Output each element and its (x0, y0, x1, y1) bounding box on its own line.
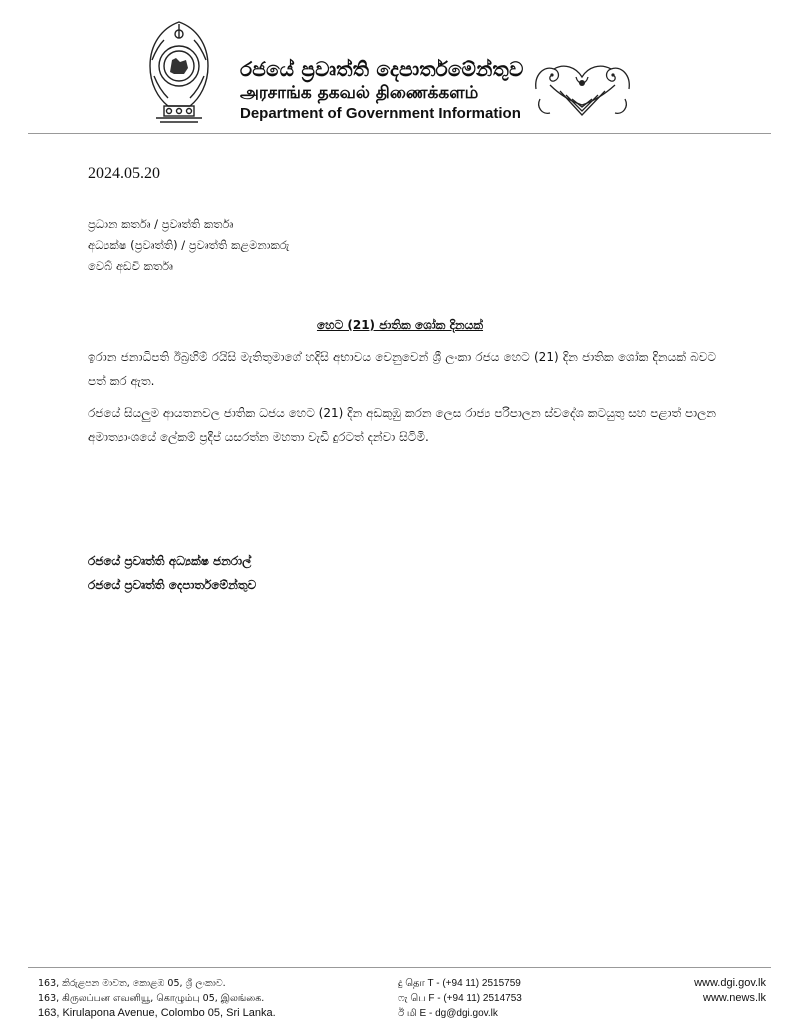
body-paragraph-2: රජයේ සියලුම ආයතනවල ජාතික ධජය හෙට (21) දින අඩකුඹු කරන ලෙස රාජ්‍ය පරිපාලන ස්වදේශ කටයුතු සහ පළාත් පාලන අමාත්‍යාංශයේ ලේකම් ප්‍රදීප් යසරත්න මහතා වැඩි දුරටත් දන්වා සිටිමි. (88, 406, 716, 444)
email-address: dg@dgi.gov.lk (435, 1008, 498, 1019)
footer-websites (640, 976, 766, 1006)
address-tamil: 163, கிருலப்பன எவனியூ, கொழும்பு 05, இலங்கை. (38, 993, 265, 1004)
body-paragraph-1: ඉරාන ජනාධිපති ඊබ්‍රහිම් රයිසි මැතිතුමාගේ හදිසි අභාවය වෙනුවෙන් ශ්‍රී ලංකා රජය හෙට (21) දින ජාතික ශෝක දිනයක් බවට පත් කර ඇත. (88, 350, 716, 388)
fax-number: (+94 11) 2514753 (443, 993, 522, 1004)
phone-number: (+94 11) 2515759 (442, 978, 521, 989)
fax-label: ෆැ பெ F - (398, 993, 441, 1004)
phone-label: දු தொ T - (398, 978, 440, 989)
footer-contact (398, 976, 522, 1021)
address-sinhala: 163, කිරුළපන මාවත, කොළඹ 05, ශ්‍රී ලංකාව. (38, 978, 226, 989)
recipient-line: වෙබ් අඩවි කර්තෘ (88, 259, 173, 273)
email-label: ඊ மி E - (398, 1008, 433, 1019)
website-link[interactable]: www.dgi.gov.lk (694, 977, 766, 989)
signature-block (88, 549, 256, 597)
document-date: 2024.05.20 (88, 165, 160, 182)
signature-title: රජයේ ප්‍රවෘත්ති අධ්‍යක්ෂ ජනරාල් (88, 554, 252, 568)
fax-row (398, 991, 522, 1006)
subject-heading (0, 318, 800, 333)
footer-divider (28, 967, 771, 968)
recipient-line: අධ්‍යක්ෂ (ප්‍රවෘත්ති) / ප්‍රවෘත්ති කළමනාකරු (88, 238, 290, 252)
email-row (398, 1006, 522, 1021)
department-name-sinhala: රජයේ ප්‍රවෘත්ති දෙපාර්තමේන්තුව (240, 57, 524, 81)
sri-lanka-national-emblem-icon (142, 20, 216, 124)
phone-row (398, 976, 522, 991)
address-english: 163, Kirulapona Avenue, Colombo 05, Sri Lanka. (38, 1007, 276, 1019)
recipient-line: ප්‍රධාන කර්තෘ / ප්‍රවෘත්ති කර්තෘ (88, 217, 234, 231)
footer-address (38, 976, 276, 1021)
department-name-tamil: அரசாங்க தகவல் திணைக்களம் (240, 83, 479, 103)
recipient-list (88, 214, 289, 277)
website-link[interactable]: www.news.lk (703, 992, 766, 1004)
traditional-swan-ornament-icon (530, 55, 635, 123)
subject-text: හෙට (21) ජාතික ශෝක දිනයක් (316, 318, 484, 332)
department-name-english: Department of Government Information (240, 105, 521, 122)
header-divider (28, 133, 771, 134)
signature-department: රජයේ ප්‍රවෘත්ති දෙපාර්තමේන්තුව (88, 578, 257, 592)
